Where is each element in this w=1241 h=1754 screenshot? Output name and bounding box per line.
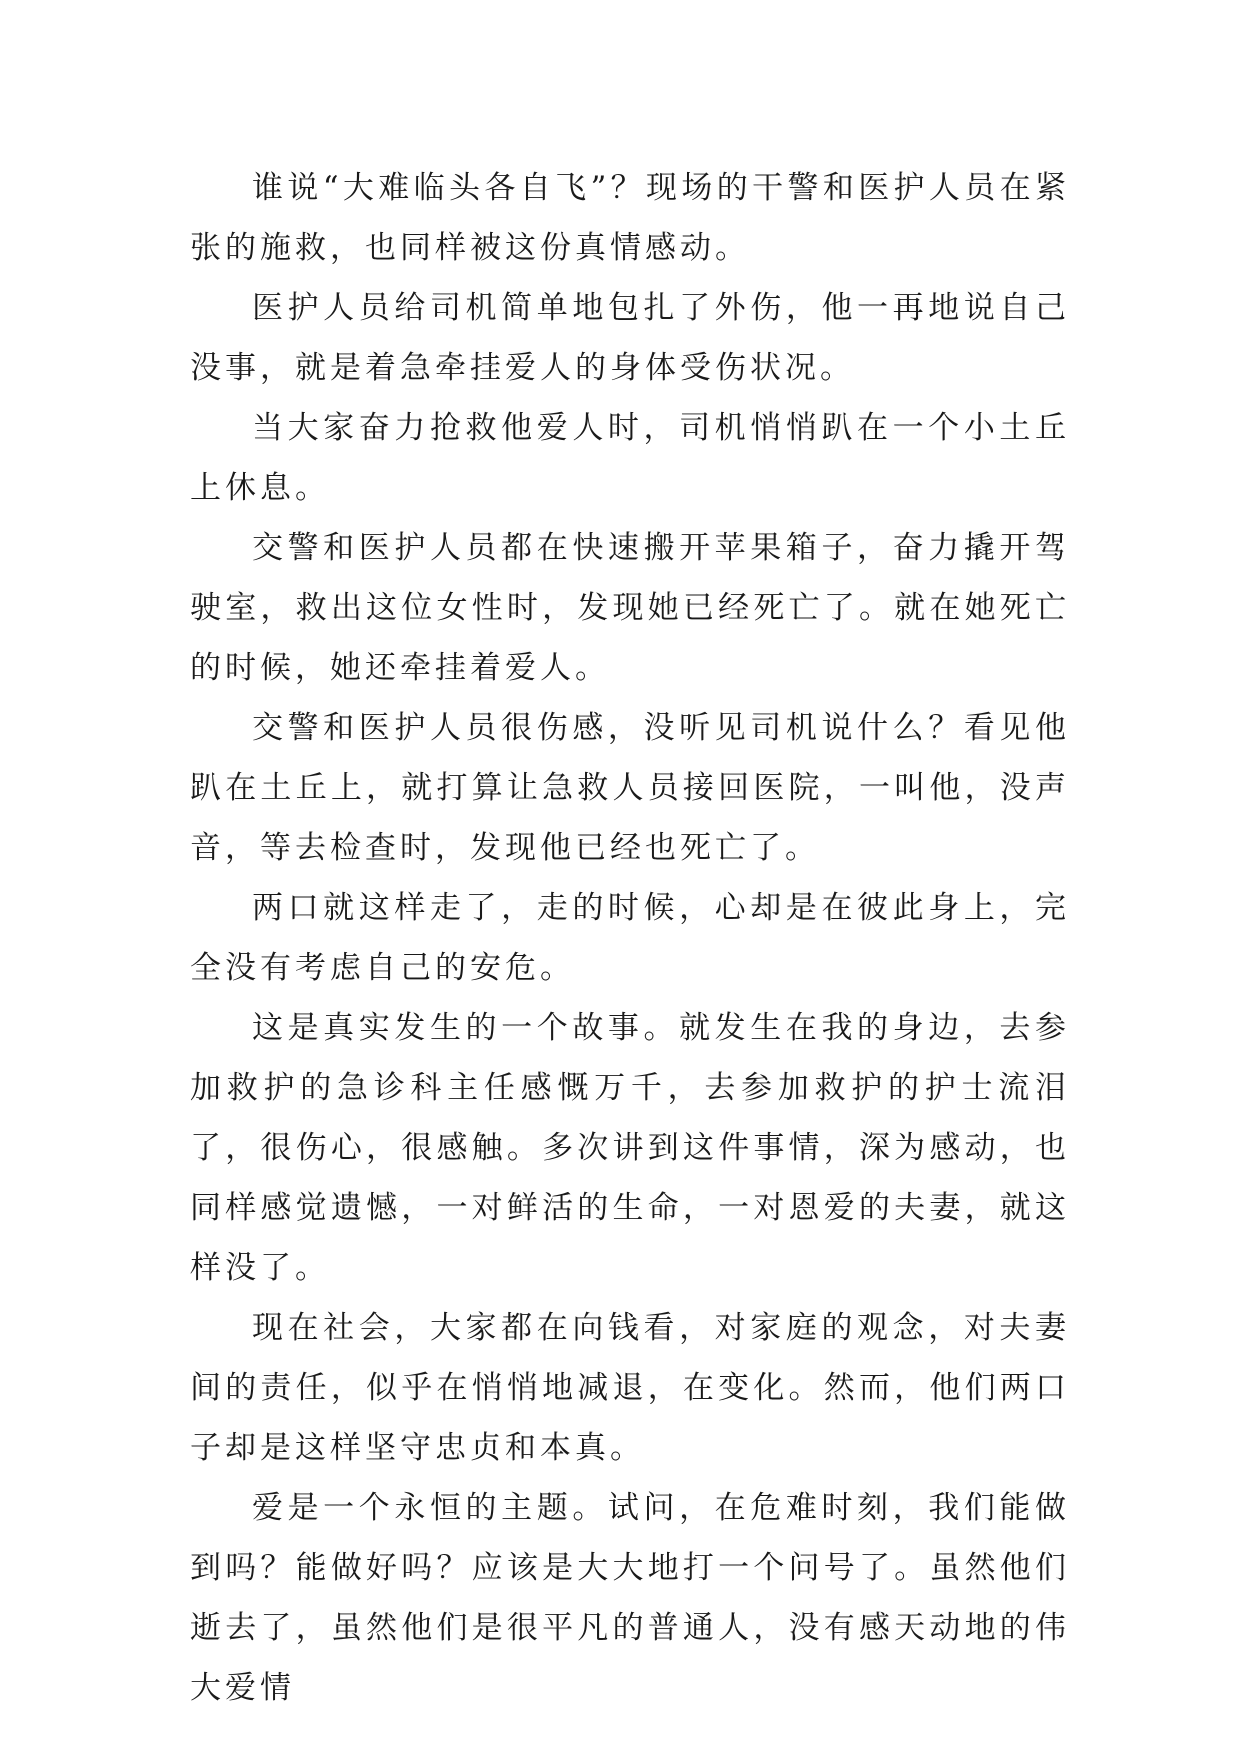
body-text — [190, 158, 1070, 1718]
paragraph-4: 交警和医护人员都在快速搬开苹果箱子，奋力撬开驾驶室，救出这位女性时，发现她已经死亡了。就在她死亡的时候，她还牵挂着爱人。 — [190, 530, 1070, 686]
paragraph-9: 爱是一个永恒的主题。试问，在危难时刻，我们能做到吗？能做好吗？应该是大大地打一个问号了。虽然他们逝去了，虽然他们是很平凡的普通人，没有感天动地的伟大爱情 — [190, 1490, 1070, 1706]
paragraph-7: 这是真实发生的一个故事。就发生在我的身边，去参加救护的急诊科主任感慨万千，去参加救护的护士流泪了，很伤心，很感触。多次讲到这件事情，深为感动，也同样感觉遗憾，一对鲜活的生命，一对恩爱的夫妻，就这样没了。 — [190, 1010, 1070, 1286]
paragraph-1: 谁说“大难临头各自飞”？现场的干警和医护人员在紧张的施救，也同样被这份真情感动。 — [190, 170, 1070, 266]
paragraph-5: 交警和医护人员很伤感，没听见司机说什么？看见他趴在土丘上，就打算让急救人员接回医院，一叫他，没声音，等去检查时，发现他已经也死亡了。 — [190, 710, 1070, 866]
paragraph-3: 当大家奋力抢救他爱人时，司机悄悄趴在一个小土丘上休息。 — [190, 410, 1070, 506]
paragraph-6: 两口就这样走了，走的时候，心却是在彼此身上，完全没有考虑自己的安危。 — [190, 890, 1070, 986]
paragraph-8: 现在社会，大家都在向钱看，对家庭的观念，对夫妻间的责任，似乎在悄悄地减退，在变化。然而，他们两口子却是这样坚守忠贞和本真。 — [190, 1310, 1070, 1466]
paragraph-2: 医护人员给司机简单地包扎了外伤，他一再地说自己没事，就是着急牵挂爱人的身体受伤状况。 — [190, 290, 1070, 386]
